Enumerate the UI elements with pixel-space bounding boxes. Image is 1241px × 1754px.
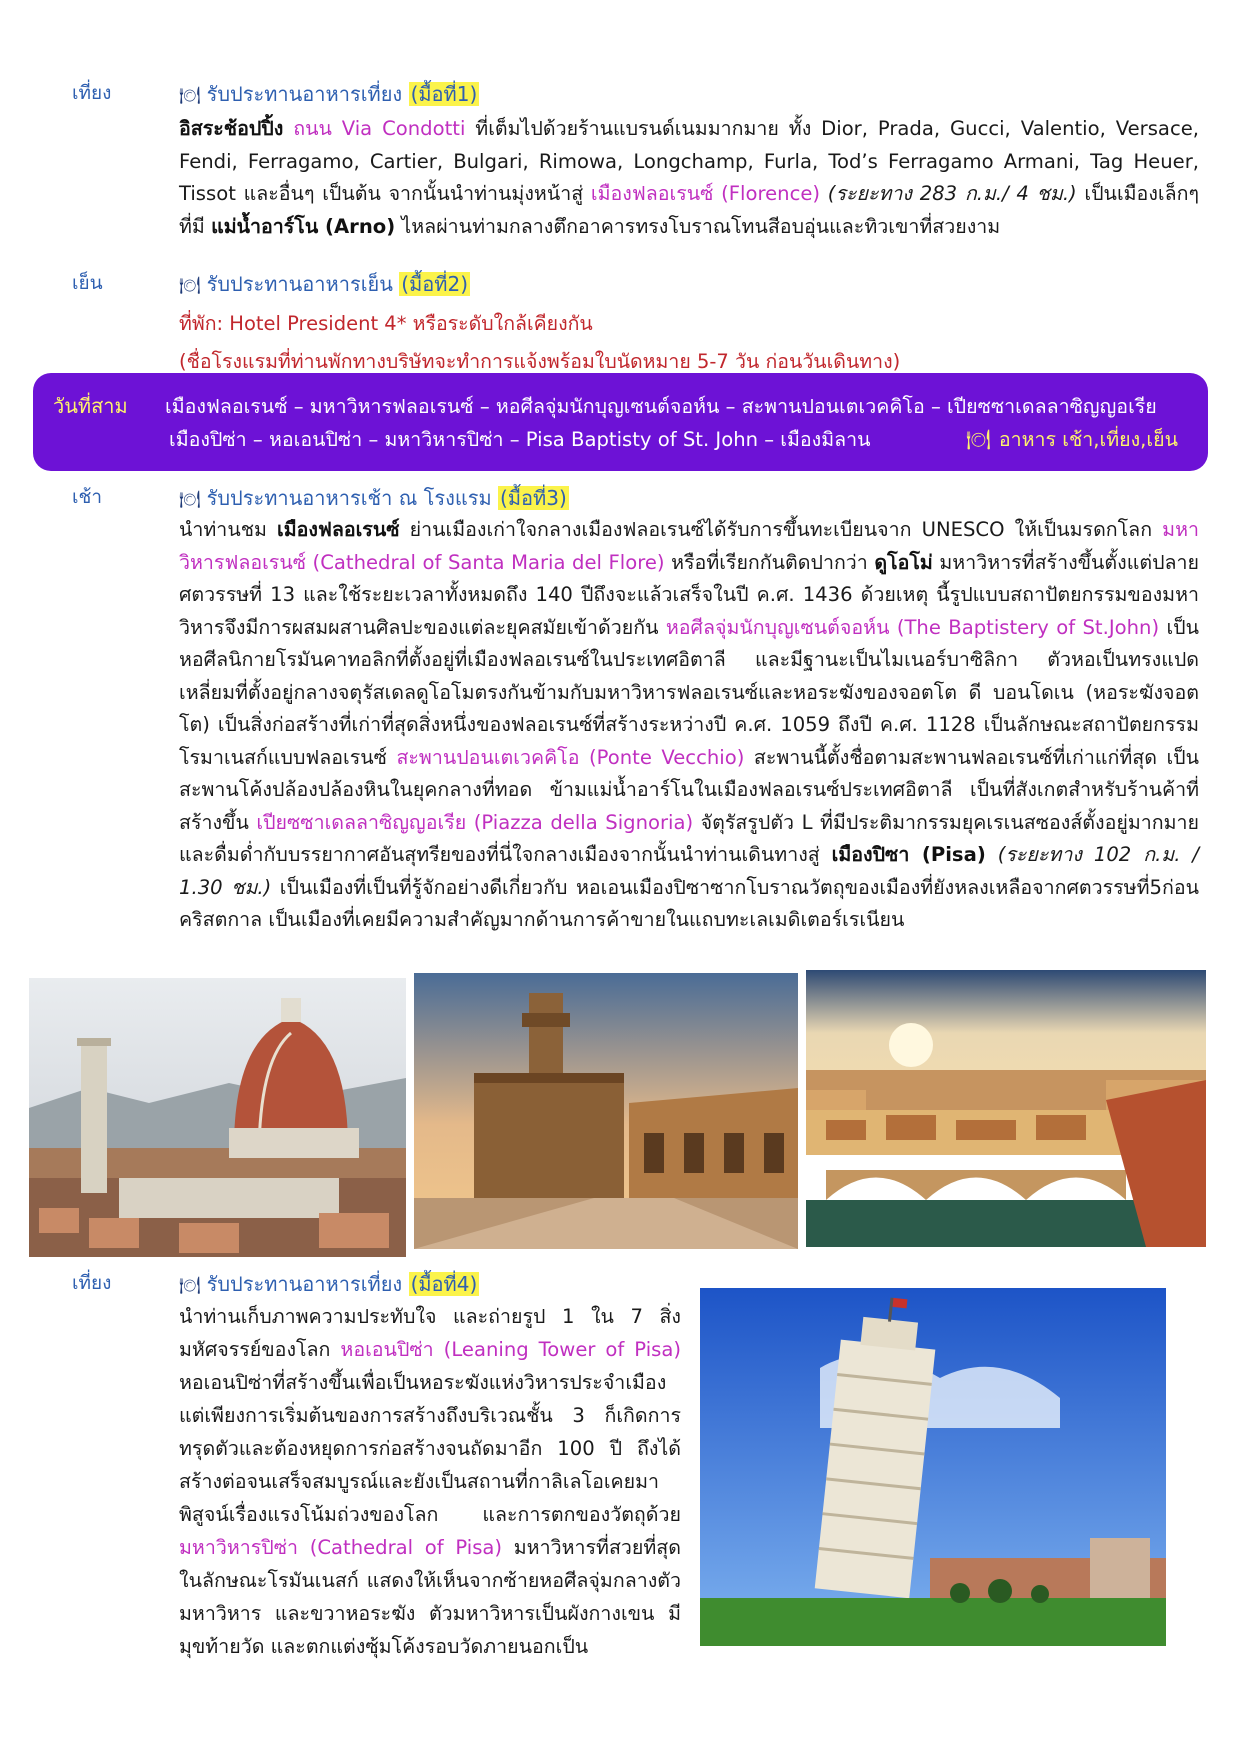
text: มหาวิหารที่สวยที่สุดในลักษณะโรมันเนสก์ แสดงให้เห็นจากซ้ายหอศีลจุ่มกลางตัวมหาวิหาร และขวาหอระฆัง ตัวมหาวิหารเป็นผังกางเขน มีมุขท้ายวัด และตกแต่งซุ้มโค้งรอบวัดภายนอกเป็น <box>179 1536 681 1658</box>
leaning-tower: หอเอนปิซ่า (Leaning Tower of Pisa) <box>340 1338 681 1361</box>
text: นำท่านเก็บภาพความประทับใจ และถ่ายรูป 1 ใน 7 สิ่งมหัศจรรย์ของโลก <box>179 1305 681 1361</box>
distance-note: (ระยะทาง 102 ก.ม. / 1.30 ชม.) <box>179 843 1199 899</box>
paragraph-lunch-4 <box>179 1300 681 1663</box>
meal-heading-dinner-2 <box>179 268 470 300</box>
florence-city: เมืองฟลอเรนซ์ <box>277 518 400 541</box>
plate-cutlery-icon: 🍽 <box>179 490 201 510</box>
hotel-info: ที่พัก: Hotel President 4* หรือระดับใกล้เคียงกัน <box>179 312 593 335</box>
ponte-vecchio: สะพานปอนเตเวคคิโอ (Ponte Vecchio) <box>396 745 745 769</box>
meal-text: รับประทานอาหารเช้า ณ โรงแรม <box>206 486 492 510</box>
paragraph-lunch-1 <box>179 113 1199 243</box>
meal-number-badge: (มื้อที่2) <box>401 272 468 296</box>
shopping-title: อิสระช้อปปิ้ง <box>179 117 284 140</box>
text: หรือที่เรียกกันติดปากว่า <box>664 550 875 574</box>
time-label-dinner-2: เย็น <box>72 272 103 294</box>
pisa-city: เมืองปิซา (Pisa) <box>831 843 986 866</box>
meal-text: รับประทานอาหารเย็น <box>206 272 393 296</box>
via-condotti-link: ถนน Via Condotti <box>293 117 466 140</box>
florence-cathedral: มหาวิหารฟลอเรนซ์ (Cathedral of Santa Maria del Flore) <box>179 518 1199 574</box>
day-three-banner <box>33 373 1208 471</box>
meal-heading-lunch-1 <box>179 78 479 110</box>
time-label-lunch-1: เที่ยง <box>72 82 112 104</box>
text: ไหลผ่านท่ามกลางตึกอาคารทรงโบราณโทนสีอบอุ่นและทิวเขาที่สวยงาม <box>395 214 1001 238</box>
text: เป็นเมืองเล็กๆ ที่มี <box>179 182 1199 238</box>
text: เป็นเมืองที่เป็นที่รู้จักอย่างดีเกี่ยวกับ หอเอนเมืองปิซาซากโบราณวัตถุของเมืองที่ยังหลงเหลือจากศตวรรษที่5ก่อนคริสตกาล เป็นเมืองที่เคยมีความสำคัญมากด้านการค้าขายในแถบทะเลเมดิเตอร์เรเนียน <box>179 875 1199 931</box>
space <box>986 843 998 866</box>
plate-cutlery-icon: 🍽 <box>179 86 201 106</box>
time-label-breakfast-3: เช้า <box>72 486 103 508</box>
meal-heading-lunch-4 <box>179 1268 479 1300</box>
plate-cutlery-icon: 🍽 <box>179 276 201 296</box>
space <box>820 182 828 205</box>
meal-text: รับประทานอาหารเที่ยง <box>206 82 403 106</box>
plate-cutlery-icon: 🍽 <box>179 1276 201 1296</box>
photo-leaning-tower <box>700 1288 1166 1646</box>
photo-piazza-signoria <box>414 973 798 1249</box>
meal-number-badge: (มื้อที่3) <box>500 486 567 510</box>
florence-place: เมืองฟลอเรนซ์ (Florence) <box>590 182 821 205</box>
paragraph-breakfast-3 <box>179 514 1199 937</box>
itinerary-line-1: เมืองฟลอเรนซ์ – มหาวิหารฟลอเรนซ์ – หอศีลจุ่มนักบุญเซนต์จอห์น – สะพานปอนเตเวคคิโอ – เปียซซาเดลลาซิญญอเรีย <box>165 395 1157 418</box>
day-label: วันที่สาม <box>53 394 128 418</box>
space <box>283 117 293 140</box>
duomo: ดูโอโม่ <box>874 550 933 574</box>
hotel-note: (ชื่อโรงแรมที่ท่านพักทางบริษัทจะทำการแจ้งพร้อมใบนัดหมาย 5-7 วัน ก่อนวันเดินทาง) <box>179 350 901 373</box>
piazza-signoria: เปียซซาเดลลาซิญญอเรีย (Piazza della Signoria) <box>256 810 694 834</box>
meal-heading-breakfast-3 <box>179 482 569 514</box>
photo-florence-cathedral <box>29 978 406 1257</box>
text: จัตุรัสรูปตัว L ที่มีประติมากรรมยุคเรเนสซองส์ตั้งอยู่มากมาย และดื่มด่ำกับบรรยากาศอันสุทรียของที่นี่ใจกลางเมืองจากนั้นนำท่านเดินทางสู่ <box>179 810 1200 866</box>
pisa-cathedral: มหาวิหารปิซ่า (Cathedral of Pisa) <box>179 1536 503 1559</box>
meals-included <box>966 423 1178 455</box>
meal-number-badge: (มื้อที่1) <box>410 82 478 106</box>
plate-cutlery-icon: 🍽 <box>965 428 991 451</box>
text: เป็นหอศีลนิกายโรมันคาทอลิกที่ตั้งอยู่ที่เมืองฟลอเรนซ์ในประเทศอิตาลี และมีฐานะเป็นไมเนอร์บาซิลิกา ตัวหอเป็นทรงแปดเหลี่ยมที่ตั้งอยู่กลางจตุรัสเดลดูโอโมตรงกันข้ามกับมหาวิหารฟลอเรนซ์และหอระฆังของจอตโต ดี บอนโดเน (หอระฆังจอตโต) เป็นสิ่งก่อสร้างที่เก่าที่สุดสิ่งหนึ่งของฟลอเรนซ์ที่สร้างระหว่างปี ค.ศ. 1059 ถึงปี ค.ศ. 1128 เป็นลักษณะสถาปัตยกรรมโรมาเนสก์แบบฟลอเรนซ์ <box>179 615 1199 769</box>
meal-number-badge: (มื้อที่4) <box>410 1272 478 1296</box>
baptistery: หอศีลจุ่มนักบุญเซนต์จอห์น (The Baptistery of St.John) <box>665 615 1160 639</box>
text: ที่เต็มไปด้วยร้านแบรนด์เนมมากมาย ทั้ง Dior, Prada, Gucci, Valentio, Versace, Fendi, Ferragamo, Cartier, Bulgari, Rimowa, Longchamp, Furla, Tod’s Ferragamo Armani, Tag Heuer, Tissot และอื่นๆ เป็นต้น จากนั้นนำท่านมุ่งหน้าสู่ <box>179 117 1199 205</box>
itinerary-line-2: เมืองปิซ่า – หอเอนปิซ่า – มหาวิหารปิซ่า – Pisa Baptisty of St. John – เมืองมิลาน <box>169 428 871 451</box>
meal-text: รับประทานอาหารเที่ยง <box>206 1272 403 1296</box>
meals-text: อาหาร เช้า,เที่ยง,เย็น <box>998 428 1178 451</box>
text: นำท่านชม <box>179 518 278 541</box>
time-label-lunch-4: เที่ยง <box>72 1272 112 1294</box>
photo-ponte-vecchio <box>806 970 1206 1247</box>
text: หอเอนปิซ่าที่สร้างขึ้นเพื่อเป็นหอระฆังแห่งวิหารประจำเมือง แต่เพียงการเริ่มต้นของการสร้างถึงบริเวณชั้น 3 ก็เกิดการทรุดตัวและต้องหยุดการก่อสร้างจนถัดมาอีก 100 ปี ถึงได้สร้างต่อจนเสร็จสมบูรณ์และยังเป็นสถานที่กาลิเลโอเคยมาพิสูจน์เรื่องแรงโน้มถ่วงของโลก และการตกของวัตถุด้วย <box>179 1371 681 1526</box>
text: สะพานนี้ตั้งชื่อตามสะพานฟลอเรนซ์ที่เก่าแก่ที่สุด เป็นสะพานโค้งปล้องปล้องหินในยุคกลางที่ทอด ข้ามแม่น้ำอาร์โนในเมืองฟลอเรนซ์ประเทศอิตาลี เป็นที่สังเกตสำหรับร้านค้าที่สร้างขึ้น <box>179 745 1199 834</box>
arno-river: แม่น้ำอาร์โน (Arno) <box>211 214 396 238</box>
distance-note: (ระยะทาง 283 ก.ม./ 4 ชม.) <box>827 182 1077 205</box>
text: ย่านเมืองเก่าใจกลางเมืองฟลอเรนซ์ได้รับการขึ้นทะเบียนจาก UNESCO ให้เป็นมรดกโลก <box>399 518 1163 541</box>
text: มหาวิหารที่สร้างขึ้นตั้งแต่ปลายศตวรรษที่ 13 และใช้ระยะเวลาทั้งหมดถึง 140 ปีถึงจะแล้วเสร็จในปี ค.ศ. 1436 ด้วยเหตุ นี้รูปแบบสถาปัตยกรรมของมหาวิหารจึงมีการผสมผสานศิลปะของแต่ละยุคสมัยเข้าด้วยกัน <box>179 550 1200 639</box>
